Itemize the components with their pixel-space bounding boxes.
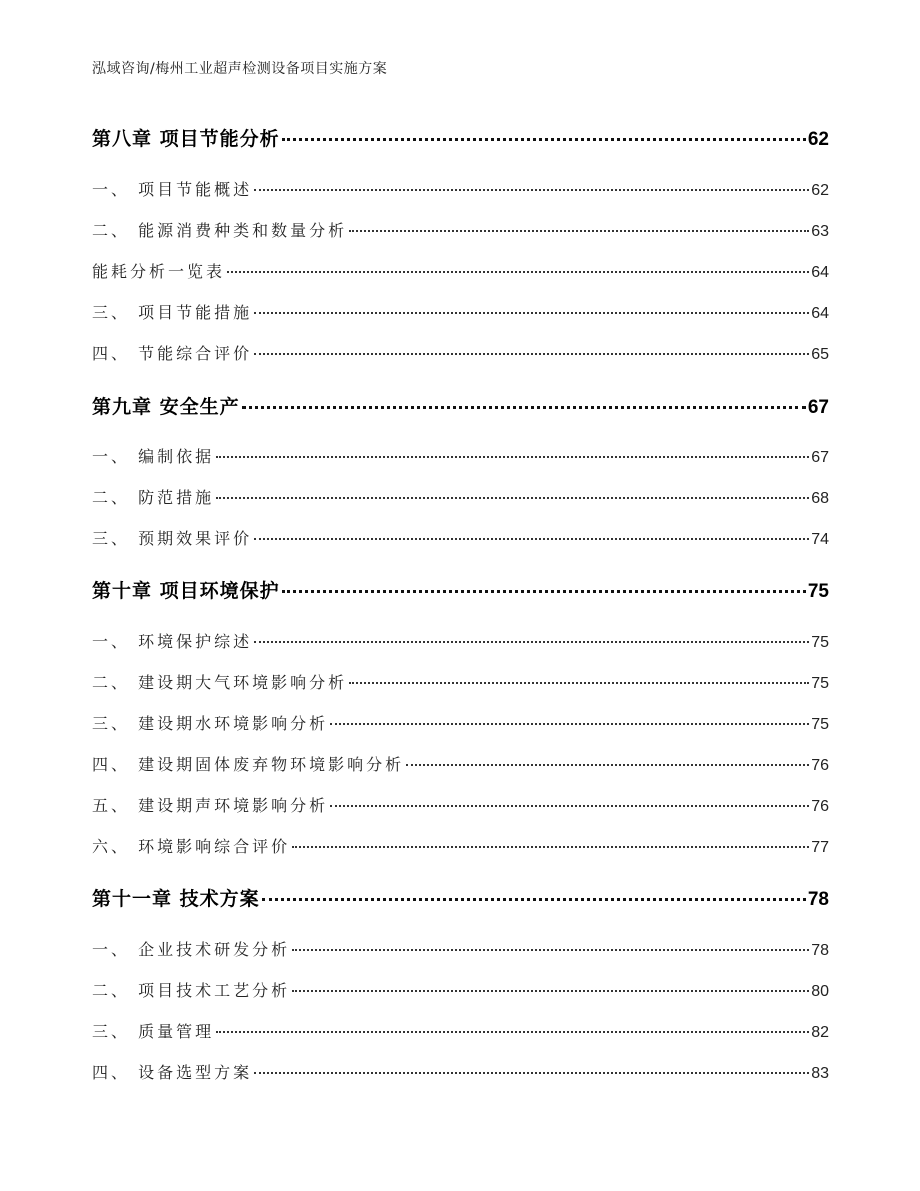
toc-section[interactable] (92, 793, 829, 816)
document-header: 泓域咨询/梅州工业超声检测设备项目实施方案 (92, 61, 388, 77)
dot-leader (254, 538, 809, 540)
dot-leader (330, 805, 809, 807)
toc-page-number: 67 (811, 449, 829, 466)
toc-section[interactable] (92, 978, 829, 1001)
dot-leader (282, 138, 806, 141)
dot-leader (227, 271, 809, 273)
toc-page-number: 82 (811, 1024, 829, 1041)
toc-page-number: 80 (811, 983, 829, 1000)
toc-entry-title: 第八章 项目节能分析 (92, 128, 280, 150)
toc-entry-title: 第十一章 技术方案 (92, 888, 260, 910)
toc-entry-title: 第九章 安全生产 (92, 396, 240, 418)
dot-leader (262, 898, 806, 901)
toc-section[interactable] (92, 670, 829, 693)
toc-page-number: 62 (811, 182, 829, 199)
toc-section[interactable] (92, 341, 829, 364)
dot-leader (216, 1031, 809, 1033)
toc-section[interactable] (92, 444, 829, 467)
toc-entry-title: 一、 编制依据 (92, 447, 215, 466)
toc-page-number: 75 (811, 716, 829, 733)
dot-leader (254, 353, 809, 355)
toc-entry-title: 一、 环境保护综述 (92, 632, 253, 651)
toc-chapter-10[interactable] (92, 576, 829, 603)
toc-page-number: 76 (811, 798, 829, 815)
toc-entry-title: 四、 设备选型方案 (92, 1063, 253, 1082)
toc-entry-title: 二、 能源消费种类和数量分析 (92, 221, 348, 240)
toc-entry-title: 六、 环境影响综合评价 (92, 837, 291, 856)
toc-page-number: 76 (811, 757, 829, 774)
dot-leader (349, 682, 809, 684)
toc-page-number: 74 (811, 531, 829, 548)
toc-entry-title: 一、 企业技术研发分析 (92, 940, 291, 959)
toc-page-number: 65 (811, 346, 829, 363)
toc-section[interactable] (92, 177, 829, 200)
dot-leader (242, 406, 806, 409)
toc-entry-title: 五、 建设期声环境影响分析 (92, 796, 329, 815)
toc-entry-title: 四、 建设期固体废弃物环境影响分析 (92, 755, 405, 774)
toc-section[interactable] (92, 485, 829, 508)
toc-section[interactable] (92, 259, 829, 282)
toc-entry-title: 第十章 项目环境保护 (92, 580, 280, 602)
toc-entry-title: 三、 项目节能措施 (92, 303, 253, 322)
toc-page-number: 64 (811, 264, 829, 281)
toc-section[interactable] (92, 526, 829, 549)
toc-entry-title: 二、 建设期大气环境影响分析 (92, 673, 348, 692)
toc-page-number: 75 (811, 634, 829, 651)
dot-leader (216, 456, 809, 458)
toc-entry-title: 二、 防范措施 (92, 488, 215, 507)
toc-entry-title: 四、 节能综合评价 (92, 344, 253, 363)
dot-leader (349, 230, 809, 232)
toc-page-number: 77 (811, 839, 829, 856)
toc-entry-title: 三、 预期效果评价 (92, 529, 253, 548)
toc-section[interactable] (92, 711, 829, 734)
toc-entry-title: 三、 质量管理 (92, 1022, 215, 1041)
dot-leader (292, 990, 809, 992)
dot-leader (282, 590, 806, 593)
toc-entry-title: 一、 项目节能概述 (92, 180, 253, 199)
dot-leader (254, 641, 809, 643)
toc-chapter-9[interactable] (92, 392, 829, 419)
toc-section[interactable] (92, 752, 829, 775)
dot-leader (292, 949, 809, 951)
toc-section[interactable] (92, 218, 829, 241)
dot-leader (330, 723, 809, 725)
dot-leader (292, 846, 809, 848)
dot-leader (254, 312, 809, 314)
toc-section[interactable] (92, 629, 829, 652)
toc-section[interactable] (92, 834, 829, 857)
dot-leader (406, 764, 809, 766)
toc-entry-title: 二、 项目技术工艺分析 (92, 981, 291, 1000)
toc-page-number: 68 (811, 490, 829, 507)
toc-chapter-8[interactable] (92, 124, 829, 151)
toc-page-number: 62 (807, 129, 829, 150)
toc-page-number: 67 (807, 397, 829, 418)
toc-page-number: 64 (811, 305, 829, 322)
toc-chapter-11[interactable] (92, 884, 829, 911)
dot-leader (254, 189, 809, 191)
toc-page-number: 78 (811, 942, 829, 959)
toc-section[interactable] (92, 300, 829, 323)
toc-page-number: 75 (811, 675, 829, 692)
toc-page-number: 78 (807, 889, 829, 910)
dot-leader (216, 497, 809, 499)
toc-section[interactable] (92, 1019, 829, 1042)
toc-page-number: 83 (811, 1065, 829, 1082)
toc-section[interactable] (92, 1060, 829, 1083)
toc-section[interactable] (92, 937, 829, 960)
toc-page-number: 75 (807, 581, 829, 602)
dot-leader (254, 1072, 809, 1074)
toc-entry-title: 三、 建设期水环境影响分析 (92, 714, 329, 733)
toc-entry-title: 能耗分析一览表 (92, 262, 226, 281)
toc-page-number: 63 (811, 223, 829, 240)
